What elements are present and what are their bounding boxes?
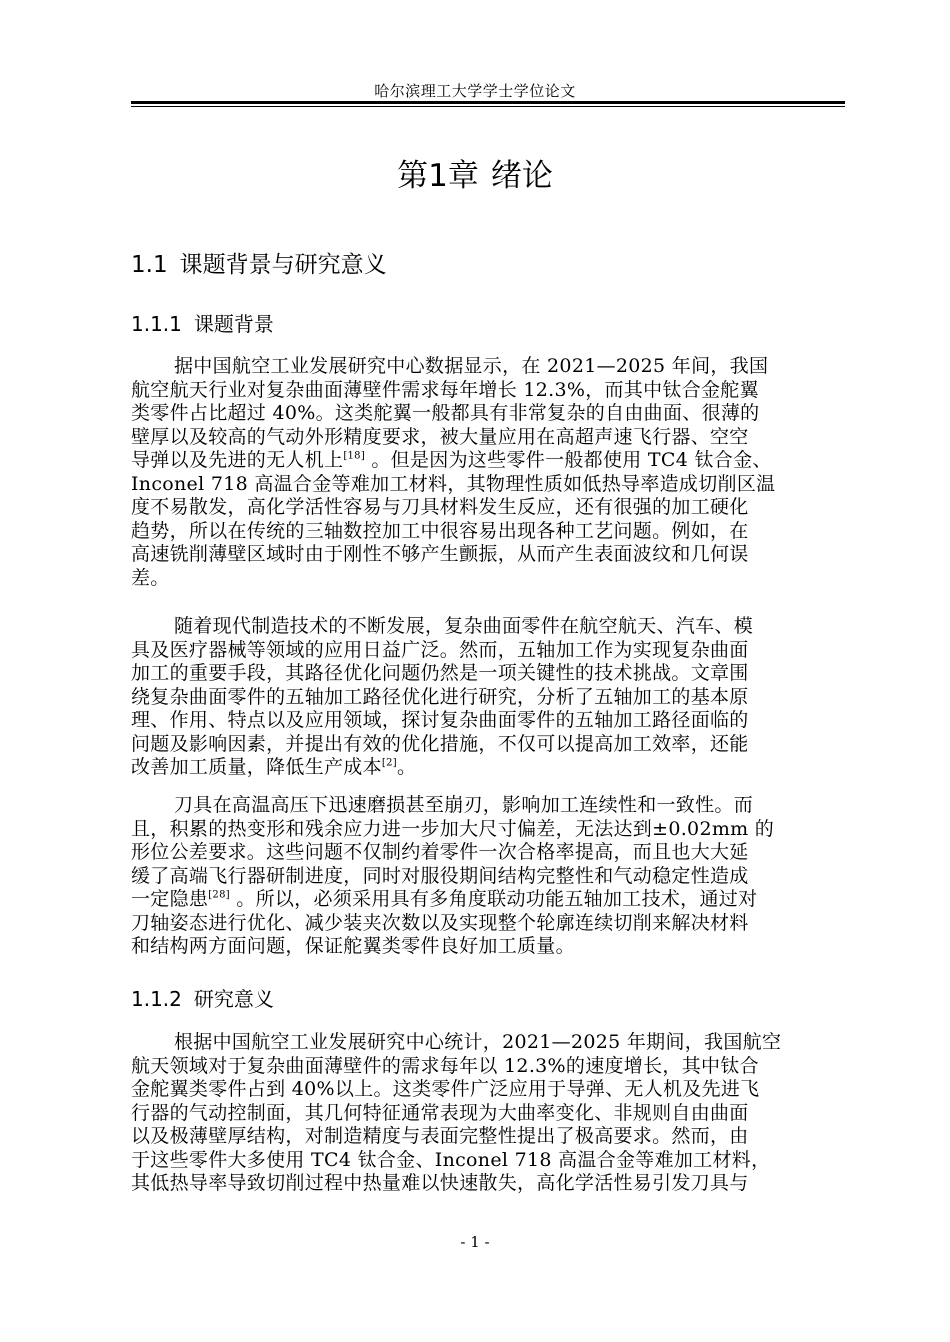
paragraph-line: Inconel 718 高温合金等难加工材料，其物理性质如低热导率造成切削区温	[131, 472, 776, 495]
subsection-title: 课题背景	[193, 312, 274, 336]
paragraph-line: 绕复杂曲面零件的五轴加工路径优化进行研究，分析了五轴加工的基本原	[131, 685, 749, 708]
paragraph-3	[131, 794, 845, 959]
subsection-number: 1.1.1	[131, 312, 182, 336]
paragraph-line	[131, 888, 845, 912]
paragraph-line: 形位公差要求。这些问题不仅制约着零件一次合格率提高，而且也大大延	[131, 841, 749, 863]
chapter-number: 第1章	[397, 158, 479, 194]
header-rule-thin	[131, 106, 845, 107]
line-text: 。但是因为这些零件一般都使用 TC4 钛合金、	[365, 449, 772, 471]
paragraph-line: 具及医疗器械等领域的应用日益广泛。然而，五轴加工作为实现复杂曲面	[131, 638, 749, 661]
paragraph-line: 以及极薄壁厚结构，对制造精度与表面完整性提出了极高要求。然而，由	[131, 1125, 749, 1147]
citation: [18]	[343, 450, 366, 462]
chapter-title	[0, 156, 950, 196]
paragraph-2	[131, 615, 845, 780]
paragraph-line: 度不易散发，高化学活性容易与刀具材料发生反应，还有很强的加工硬化	[131, 496, 749, 518]
paragraph-line: 随着现代制造技术的不断发展，复杂曲面零件在航空航天、汽车、模	[174, 615, 754, 637]
subsection-heading-1	[131, 310, 274, 338]
paragraph-line: 金舵翼类零件占到 40%以上。这类零件广泛应用于导弹、无人机及先进飞	[131, 1078, 760, 1100]
paragraph-line: 刀轴姿态进行优化、减少装夹次数以及实现整个轮廓连续切削来解决材料	[131, 911, 749, 934]
subsection-title: 研究意义	[193, 987, 274, 1011]
paragraph-line: 于这些零件大多使用 TC4 钛合金、Inconel 718 高温合金等难加工材料，	[131, 1148, 771, 1171]
paragraph-line: 缓了高端飞行器研制进度，同时对服役期间结构完整性和气动稳定性造成	[131, 864, 749, 887]
chapter-name: 绪论	[490, 158, 553, 194]
paragraph-4	[131, 1031, 845, 1196]
paragraph-line: 据中国航空工业发展研究中心数据显示，在 2021—2025 年间，我国	[174, 355, 769, 377]
header-rule-thick	[131, 101, 845, 104]
paragraph-line: 问题及影响因素，并提出有效的优化措施，不仅可以提高加工效率，还能	[131, 732, 749, 755]
paragraph-line: 和结构两方面问题，保证舵翼类零件良好加工质量。	[131, 935, 575, 957]
paragraph-line: 加工的重要手段，其路径优化问题仍然是一项关键性的技术挑战。文章围	[131, 662, 749, 684]
paragraph-line: 行器的气动控制面，其几何特征通常表现为大曲率变化、非规则自由曲面	[131, 1101, 749, 1124]
running-header: 哈尔滨理工大学学士学位论文	[374, 82, 576, 100]
paragraph-line	[131, 449, 845, 473]
paragraph-line: 类零件占比超过 40%。这类舵翼一般都具有非常复杂的自由曲面、很薄的	[131, 402, 760, 424]
section-heading	[131, 250, 387, 280]
paragraph-line: 壁厚以及较高的气动外形精度要求，被大量应用在高超声速飞行器、空空	[131, 425, 749, 448]
paragraph-line: 高速铣削薄壁区域时由于刚性不够产生颤振，从而产生表面波纹和几何误	[131, 543, 749, 565]
subsection-number: 1.1.2	[131, 987, 182, 1011]
paragraph-line: 其低热导率导致切削过程中热量难以快速散失，高化学活性易引发刀具与	[131, 1172, 749, 1194]
line-text: 改善加工质量，降低生产成本	[131, 756, 382, 778]
line-text: 。	[396, 756, 417, 778]
citation: [2]	[381, 757, 397, 769]
line-text: 。所以，必须采用具有多角度联动功能五轴加工技术，通过对	[229, 888, 758, 910]
paragraph-line: 根据中国航空工业发展研究中心统计，2021—2025 年期间，我国航空	[174, 1031, 782, 1053]
paragraph-line: 且，积累的热变形和残余应力进一步加大尺寸偏差，无法达到±0.02mm 的	[131, 817, 775, 840]
paragraph-line: 刀具在高温高压下迅速磨损甚至崩刃，影响加工连续性和一致性。而	[174, 794, 754, 816]
section-number: 1.1	[131, 252, 168, 278]
paragraph-line: 航空航天行业对复杂曲面薄壁件需求每年增长 12.3%，而其中钛合金舵翼	[131, 378, 759, 401]
paragraph-1	[131, 355, 845, 590]
section-title: 课题背景与研究意义	[179, 252, 387, 278]
paragraph-line: 理、作用、特点以及应用领域，探讨复杂曲面零件的五轴加工路径面临的	[131, 709, 749, 731]
paragraph-line	[131, 756, 845, 780]
page-number: - 1 -	[460, 1233, 490, 1251]
paragraph-line: 趋势，所以在传统的三轴数控加工中很容易出现各种工艺问题。例如，在	[131, 519, 749, 542]
subsection-heading-2	[131, 985, 274, 1013]
citation: [28]	[208, 889, 230, 901]
line-text: 导弹以及先进的无人机上	[131, 449, 344, 471]
paragraph-line: 航天领域对于复杂曲面薄壁件的需求每年以 12.3%的速度增长，其中钛合	[131, 1054, 759, 1077]
paragraph-line: 差。	[131, 566, 170, 589]
line-text: 一定隐患	[131, 888, 209, 910]
